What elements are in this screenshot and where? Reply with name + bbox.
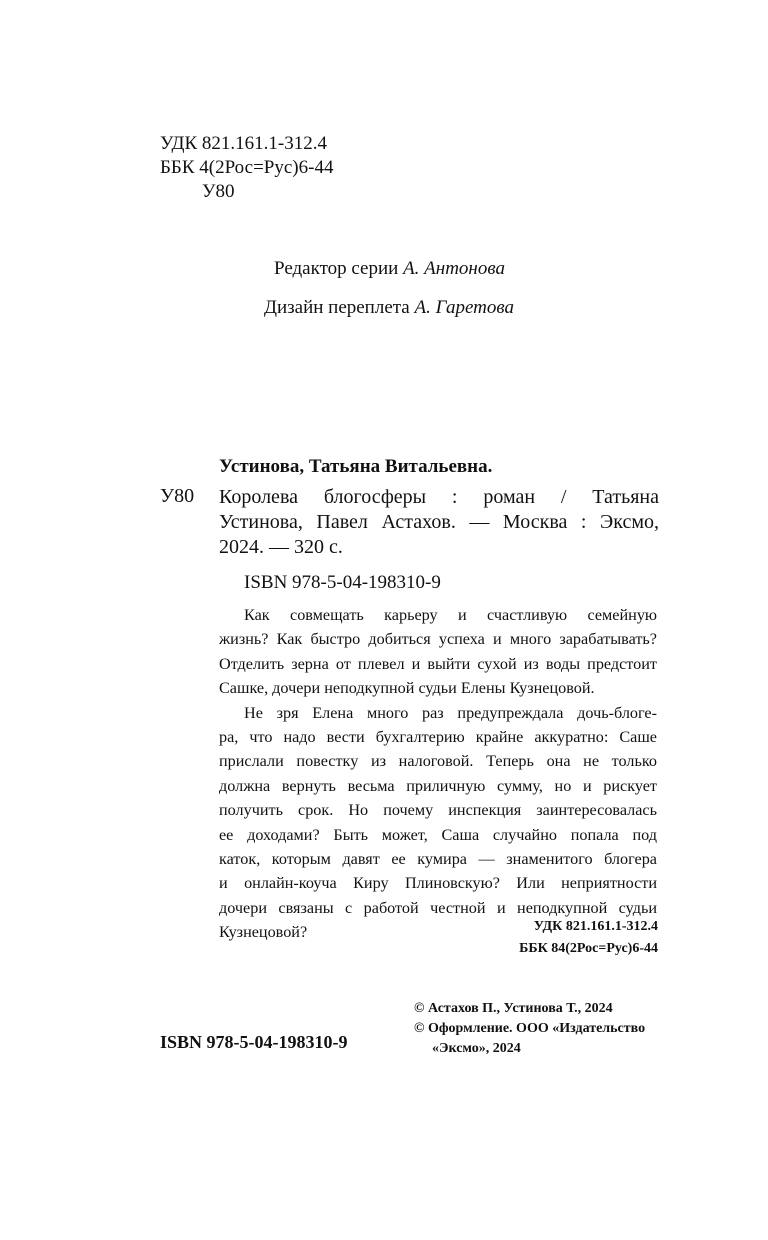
record-isbn: ISBN 978-5-04-198310-9 [244,572,441,593]
annotation-line: Отделить зерна от плевел и выйти сухой из воды предстоит [219,654,657,673]
bbk-code: ББК 4(2Рос=Рус)6-44 [160,157,334,178]
series-editor-label: Редактор серии [274,258,399,279]
biblio-line: Королева блогосферы : роман / Татьяна [219,486,659,508]
annotation-line: получить срок. Но почему инспекция заинтересовалась [219,801,657,820]
footer-udk-code: УДК 821.161.1-312.4 [533,919,658,934]
annotation-line: и онлайн-коуча Киру Плиновскую? Или неприятности [219,874,657,893]
record-author-sign: У80 [160,485,195,507]
annotation-line: Кузнецовой? [219,923,308,942]
footer-bbk-code: ББК 84(2Рос=Рус)6-44 [519,941,658,956]
copyright-design: © Оформление. ООО «Издательство [414,1021,646,1036]
record-author: Устинова, Татьяна Витальевна. [219,456,493,477]
annotation-line: ее доходами? Быть может, Саша случайно попала под [219,825,657,844]
cover-designer-label: Дизайн переплета [264,297,410,318]
series-editor-name: А. Антонова [403,258,505,279]
annotation-line: должна вернуть весьма приличную сумму, но и рискует [219,776,657,795]
annotation-line: Сашке, дочери неподкупной судьи Елены Кузнецовой. [219,679,595,698]
cover-designer-name: А. Гаретова [414,297,514,318]
annotation-line: Как совмещать карьеру и счастливую семейную [244,606,657,624]
annotation-line: дочери связаны с работой честной и неподкупной судьи [219,898,657,917]
annotation-line: прислали повестку из налоговой. Теперь она не только [219,752,657,771]
annotation-line: каток, которым давят ее кумира — знаменитого блогера [219,850,657,869]
biblio-line: 2024. — 320 с. [219,536,343,558]
udk-code: УДК 821.161.1-312.4 [160,133,327,154]
author-sign: У80 [202,181,235,202]
copyright-design-cont: «Эксмо», 2024 [432,1041,521,1056]
annotation-line: жизнь? Как быстро добиться успеха и много зарабатывать? [219,630,657,649]
series-editor-credit [274,258,505,280]
annotation-line: ра, что надо вести бухгалтерию крайне аккуратно: Саше [219,728,657,747]
copyright-authors: © Астахов П., Устинова Т., 2024 [414,1001,613,1016]
bibliographic-description [219,485,659,560]
footer-isbn: ISBN 978-5-04-198310-9 [160,1032,348,1052]
annotation-line: Не зря Елена много раз предупреждала дочь-блоге- [244,703,657,722]
annotation [219,603,657,945]
cover-designer-credit [264,297,514,319]
biblio-line: Устинова, Павел Астахов. — Москва : Эксмо, [219,511,659,533]
